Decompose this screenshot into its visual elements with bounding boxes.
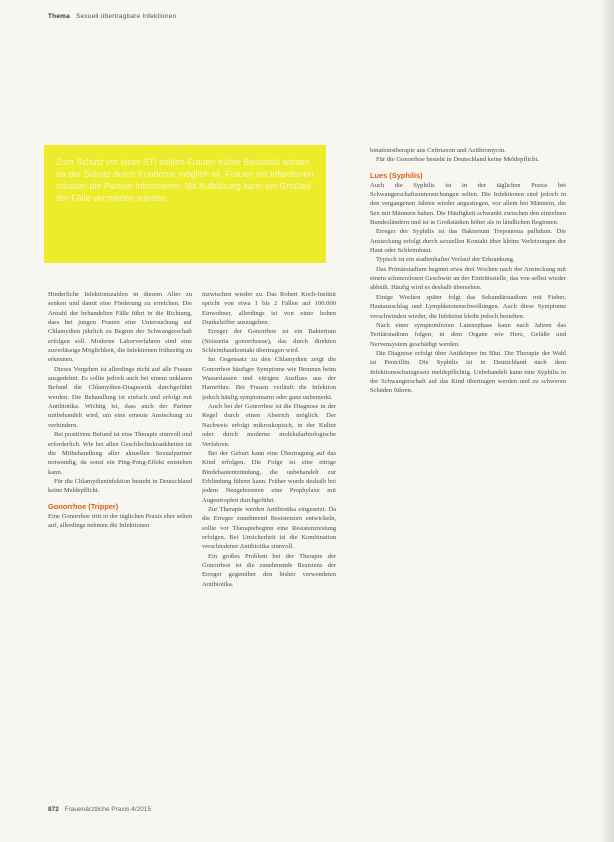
paragraph: Im Gegensatz zu den Chlamydien zeigt die Gonorrhoe häufiger Symptome wie Brennen beim Wasserlassen und eitrigen Ausfluss aus der Harnröhre. Bei Frauen verläuft die Infektion jedoch häufig symptomarm oder ganz unbemerkt.: [202, 356, 336, 401]
page-footer: [48, 806, 151, 813]
paragraph: Hinderliche Infektionszahlen in diesem Alter zu senken und damit eine Förderung zu erreichen. Die Anzahl der behandelten Fälle führt in die Richtung, dass bei jungen Frauen eine Untersuchung auf Chlamydien jährlich zu Beginn der Schwangerschaft erfolgen soll. Moderne Laborverfahren sind eine zuverlässige Möglichkeit, die Infektionen frühzeitig zu erkennen.: [48, 291, 192, 364]
paragraph: Die Diagnose erfolgt über Antikörper im Blut. Die Therapie der Wahl ist Penicillin. Die Syphilis ist in Deutschland nach dem Infektionsschutzgesetz meldepflichtig. Unbehandelt kann eine Syphilis in der Schwangerschaft auf das Kind übertragen werden und zu schweren Schäden führen.: [370, 349, 566, 395]
paragraph: Für die Chlamydieninfektion besteht in Deutschland keine Meldepflicht.: [48, 477, 192, 495]
section-label: Thema: [48, 13, 70, 20]
paragraph: Auch bei der Gonorrhoe ist die Diagnose in der Regel durch einen Abstrich möglich. Der Nachweis erfolgt mikroskopisch, in der Kultur oder durch moderne molekularbiologische Verfahren.: [202, 403, 336, 448]
section-heading-lues: Lues (Syphilis): [370, 170, 423, 180]
paragraph: Auch die Syphilis ist in der täglichen Praxis bei Schwangerschaftsuntersuchungen selten. Die Infektionen sind jedoch in den vergangenen Jahren wieder angestiegen, vor allem bei Männern, die Sex mit Männern haben. Die Häufigkeit schwankt zwischen den einzelnen Bundesländern und ist in Großstädten höher als in ländlichen Regionen.: [370, 181, 566, 227]
paragraph: Nach einer symptomfreien Latenzphase kann nach Jahren das Tertiärstadium folgen, in dem Organe wie Herz, Gefäße und Nervensystem geschädigt werden.: [370, 321, 566, 348]
callout-text: Zum Schutz vor einer STI sollten Frauen früher Bescheid wissen, da der Schutz durch Kondome möglich ist, Frauen mit Infektionen müssen die Partner informieren. Mit Aufklärung kann ein Großteil der Fälle vermieden werden.: [56, 157, 314, 203]
paragraph: binationstherapie aus Ceftriaxon und Azithromycin.: [370, 147, 506, 154]
paragraph: Einige Wochen später folgt das Sekundärstadium mit Fieber, Hautausschlag und Lymphknotenschwellungen. Auch diese Symptome verschwinden wieder, die Infektion bleibt jedoch bestehen.: [370, 293, 566, 320]
text-column-1: [48, 290, 192, 780]
paragraph: Erreger der Gonorrhoe ist ein Bakterium (Neisseria gonorrhoeae), das durch direkten Schleimhautkontakt übertragen wird.: [202, 328, 336, 355]
paragraph: Bei positivem Befund ist eine Therapie sinnvoll und erforderlich. Wie bei allen Geschlechtskrankheiten ist die Mitbehandlung aller aktuellen Sexualpartner notwendig, da sonst ein Ping-Pong-Effekt entstehen kann.: [48, 431, 192, 476]
page-edge-shadow: [600, 0, 614, 842]
text-column-3: [370, 146, 566, 816]
paragraph: Erreger der Syphilis ist das Bakterium Treponema pallidum. Die Ansteckung erfolgt durch sexuellen Kontakt über kleine Verletzungen der Haut oder Schleimhaut.: [370, 228, 566, 255]
section-subtitle: Sexuell übertragbare Infektionen: [75, 13, 177, 20]
paragraph: inzwischen wieder zu. Das Robert Koch-Institut spricht von etwa 1 bis 2 Fällen auf 100.000 Einwohner, allerdings ist von einer hohen Dunkelziffer auszugehen.: [202, 291, 336, 327]
highlight-callout-box: [44, 145, 326, 263]
running-header: [48, 13, 176, 20]
paragraph: Dieses Vorgehen ist allerdings nicht auf alle Frauen ausgedehnt. Es sollte jedoch auch bei einem unklaren Befund die Chlamydien-Diagnostik durchgeführt werden. Die Behandlung ist einfach und erfolgt mit Antibiotika. Wichtig ist, dass auch der Partner mitbehandelt wird, um eine erneute Ansteckung zu verhindern.: [48, 365, 192, 429]
section-heading-gonorrhoe: Gonorrhoe (Tripper): [48, 501, 119, 511]
page-number: 872: [48, 806, 59, 813]
paragraph: Bei der Geburt kann eine Übertragung auf das Kind erfolgen. Die Folge ist eine eitrige Bindehautentzündung, die unbehandelt zur Erblindung führen kann. Früher wurde deshalb bei jedem Neugeborenen eine Prophylaxe mit Augentropfen durchgeführt.: [202, 449, 336, 504]
journal-name: Frauenärztliche Praxis 4/2015: [64, 806, 152, 813]
paragraph: Ein großes Problem bei der Therapie der Gonorrhoe ist die zunehmende Resistenz der Erreger gegenüber den bisher verwendeten Antibiotika.: [202, 552, 336, 588]
text-column-2: [202, 290, 336, 800]
paragraph: Eine Gonorrhoe tritt in der täglichen Praxis eher selten auf, allerdings nehmen die Infektionen: [48, 512, 192, 529]
paragraph: Das Primärstadium beginnt etwa drei Wochen nach der Ansteckung mit einem schmerzlosen Geschwür an der Eintrittsstelle, das von selbst wieder abheilt. Häufig wird es deshalb übersehen.: [370, 265, 566, 292]
paragraph: Typisch ist ein stadienhafter Verlauf der Erkrankung.: [376, 256, 515, 264]
paragraph: Für die Gonorrhoe besteht in Deutschland keine Meldepflicht.: [376, 156, 539, 164]
paragraph: Zur Therapie werden Antibiotika eingesetzt. Da die Erreger zunehmend Resistenzen entwickeln, sollte vor Therapiebeginn eine Resistenztestung erfolgen. Bei Unsicherheit ist die Kombination verschiedener Antibiotika sinnvoll.: [202, 505, 336, 551]
